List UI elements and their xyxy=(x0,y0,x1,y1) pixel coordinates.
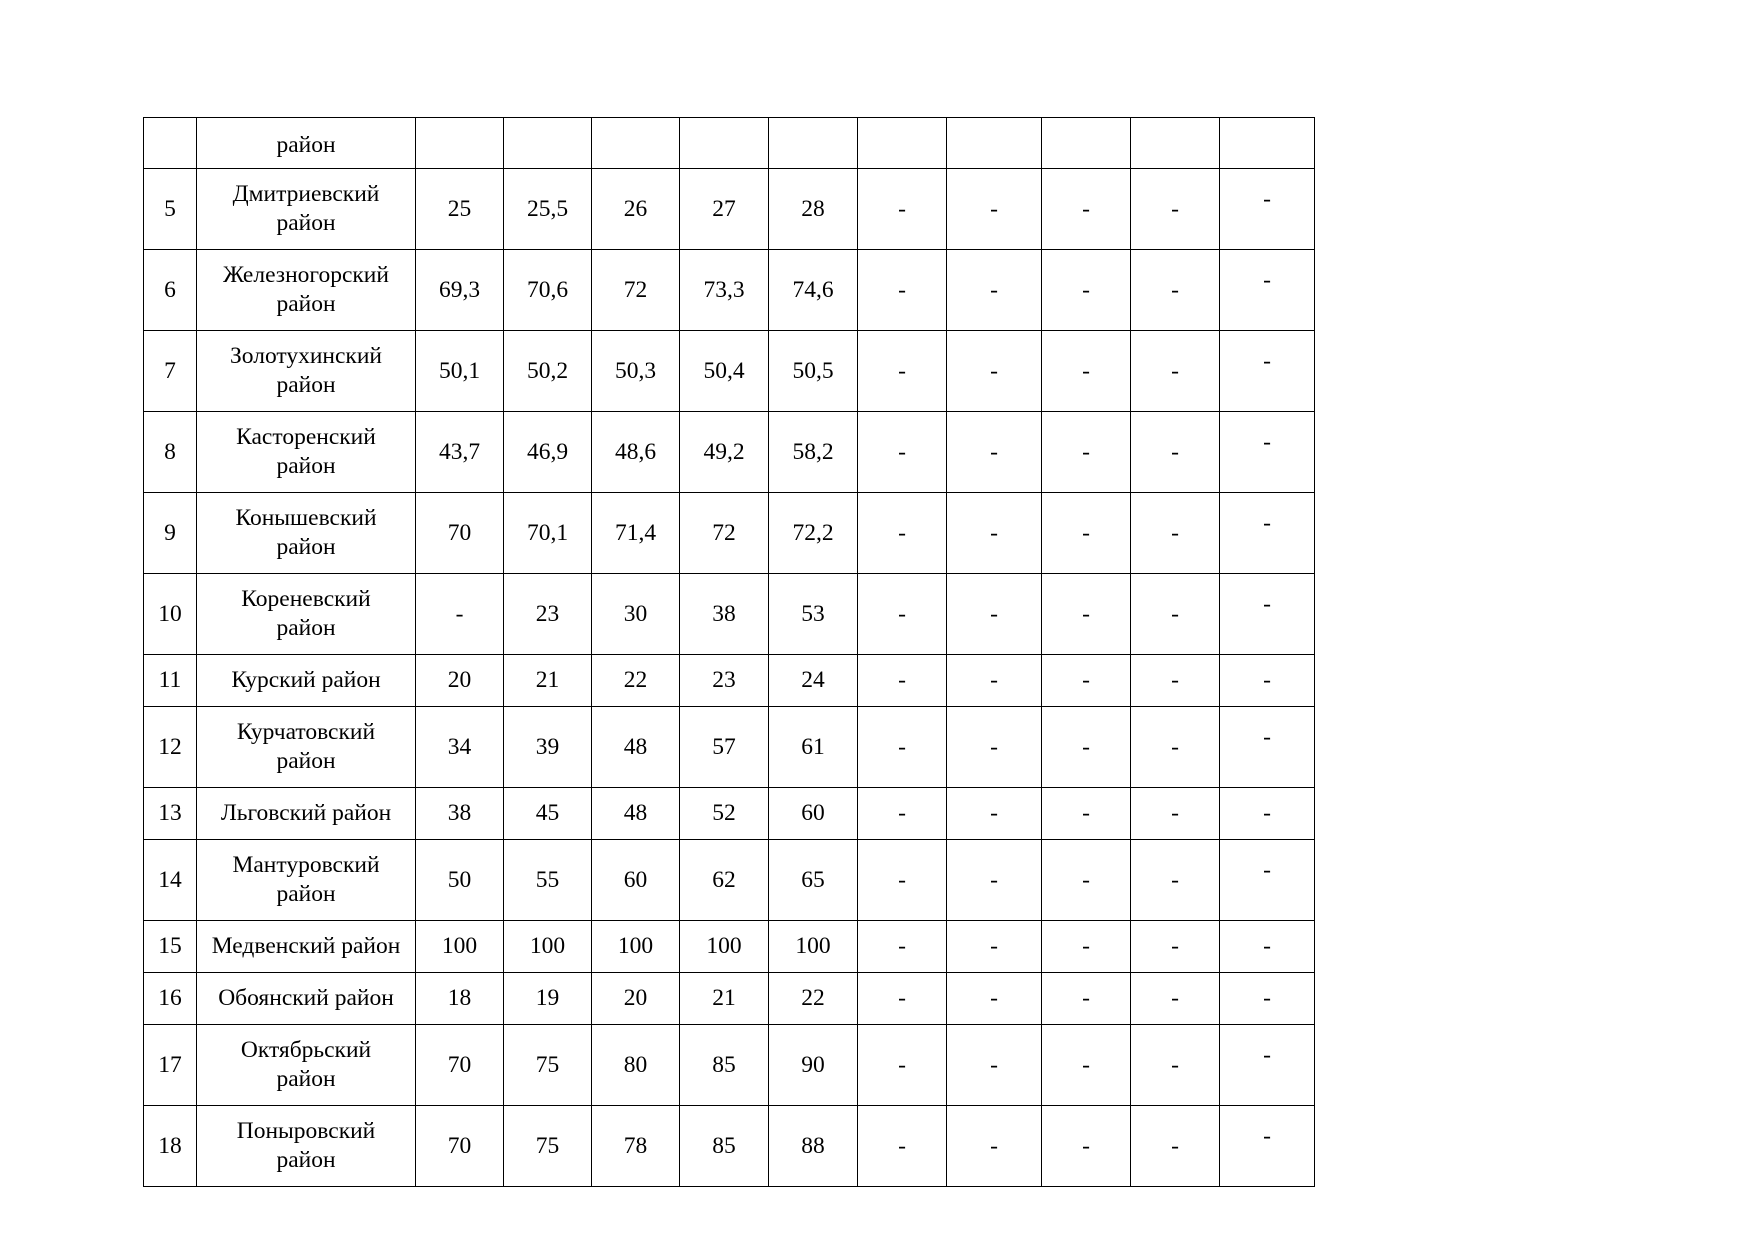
value-cell: - xyxy=(858,921,947,973)
value-cell: - xyxy=(1042,331,1131,412)
district-name-line: район xyxy=(276,1066,336,1092)
value-cell: 21 xyxy=(680,973,769,1025)
table-row xyxy=(144,707,1315,788)
table-row xyxy=(144,331,1315,412)
district-name-cell xyxy=(197,574,416,655)
value-cell: - xyxy=(1131,1025,1220,1106)
value-cell: - xyxy=(1131,493,1220,574)
value-cell: - xyxy=(1131,655,1220,707)
value-cell xyxy=(504,118,592,169)
value-cell: 57 xyxy=(680,707,769,788)
value-cell: 73,3 xyxy=(680,250,769,331)
value-cell: - xyxy=(858,840,947,921)
district-name-cell xyxy=(197,1025,416,1106)
value-cell: - xyxy=(1042,412,1131,493)
table-row xyxy=(144,118,1315,169)
value-cell: - xyxy=(1042,921,1131,973)
value-cell: - xyxy=(947,840,1042,921)
value-cell: - xyxy=(1220,921,1315,973)
value-cell: - xyxy=(1220,707,1315,788)
value-cell: - xyxy=(858,331,947,412)
value-cell: 22 xyxy=(769,973,858,1025)
value-cell xyxy=(1220,118,1315,169)
value-cell: 55 xyxy=(504,840,592,921)
district-name-line: район xyxy=(276,615,336,641)
value-cell: 38 xyxy=(416,788,504,840)
value-cell: - xyxy=(1042,250,1131,331)
value-cell: - xyxy=(1042,973,1131,1025)
value-cell: - xyxy=(858,1106,947,1187)
value-cell: - xyxy=(1042,574,1131,655)
value-cell: 50,1 xyxy=(416,331,504,412)
value-cell: 43,7 xyxy=(416,412,504,493)
value-cell: - xyxy=(947,788,1042,840)
row-number-cell: 9 xyxy=(144,493,197,574)
value-cell: - xyxy=(1042,840,1131,921)
value-cell: 25 xyxy=(416,169,504,250)
value-cell: 58,2 xyxy=(769,412,858,493)
value-cell: 70 xyxy=(416,493,504,574)
value-cell: 100 xyxy=(416,921,504,973)
district-name-line: Мантуровский xyxy=(232,852,380,878)
value-cell: - xyxy=(858,412,947,493)
district-name-cell xyxy=(197,412,416,493)
district-name-line: район xyxy=(276,210,336,236)
value-cell: - xyxy=(947,169,1042,250)
row-number-cell: 12 xyxy=(144,707,197,788)
value-cell: 100 xyxy=(592,921,680,973)
district-name-line: район xyxy=(276,372,336,398)
value-cell: - xyxy=(1220,1025,1315,1106)
value-cell: - xyxy=(1220,250,1315,331)
row-number-cell: 10 xyxy=(144,574,197,655)
value-cell: - xyxy=(1220,655,1315,707)
value-cell: - xyxy=(947,574,1042,655)
value-cell: - xyxy=(858,788,947,840)
district-name-cell xyxy=(197,250,416,331)
row-number-cell: 16 xyxy=(144,973,197,1025)
value-cell: 85 xyxy=(680,1106,769,1187)
value-cell: 50 xyxy=(416,840,504,921)
district-name-cell xyxy=(197,921,416,973)
table-row xyxy=(144,574,1315,655)
table-row xyxy=(144,655,1315,707)
value-cell: - xyxy=(1131,973,1220,1025)
value-cell: 61 xyxy=(769,707,858,788)
value-cell: 71,4 xyxy=(592,493,680,574)
value-cell xyxy=(592,118,680,169)
value-cell: 34 xyxy=(416,707,504,788)
value-cell xyxy=(769,118,858,169)
value-cell: 65 xyxy=(769,840,858,921)
value-cell xyxy=(947,118,1042,169)
value-cell: - xyxy=(858,574,947,655)
row-number-cell: 13 xyxy=(144,788,197,840)
value-cell: - xyxy=(1131,412,1220,493)
district-name-line: Октябрьский xyxy=(240,1037,372,1063)
value-cell xyxy=(1131,118,1220,169)
district-name-cell: район xyxy=(197,118,416,169)
table-row xyxy=(144,973,1315,1025)
value-cell: 39 xyxy=(504,707,592,788)
value-cell: 48 xyxy=(592,707,680,788)
value-cell xyxy=(1042,118,1131,169)
row-number-cell: 5 xyxy=(144,169,197,250)
value-cell: - xyxy=(947,1025,1042,1106)
value-cell: 23 xyxy=(504,574,592,655)
row-number-cell: 17 xyxy=(144,1025,197,1106)
value-cell: 50,4 xyxy=(680,331,769,412)
value-cell: - xyxy=(947,493,1042,574)
value-cell: - xyxy=(1220,973,1315,1025)
value-cell: 72,2 xyxy=(769,493,858,574)
district-name-line: Железногорский xyxy=(223,262,389,288)
district-name-cell xyxy=(197,707,416,788)
value-cell: 50,5 xyxy=(769,331,858,412)
table-row xyxy=(144,1106,1315,1187)
value-cell: 100 xyxy=(769,921,858,973)
table-row xyxy=(144,169,1315,250)
value-cell: - xyxy=(947,331,1042,412)
district-name-line: Поныровский xyxy=(236,1118,376,1144)
value-cell: 72 xyxy=(592,250,680,331)
district-name-line: Медвенский район xyxy=(211,933,401,959)
table-body xyxy=(144,118,1315,1187)
district-name-line: район xyxy=(276,1147,336,1173)
table-row xyxy=(144,840,1315,921)
value-cell: - xyxy=(1042,707,1131,788)
district-name-line: Касторенский xyxy=(236,424,376,450)
value-cell: 70,1 xyxy=(504,493,592,574)
row-number-cell xyxy=(144,118,197,169)
value-cell: - xyxy=(947,1106,1042,1187)
row-number-cell: 14 xyxy=(144,840,197,921)
value-cell: - xyxy=(947,707,1042,788)
value-cell: 49,2 xyxy=(680,412,769,493)
value-cell: 20 xyxy=(592,973,680,1025)
value-cell: - xyxy=(1131,250,1220,331)
value-cell: 18 xyxy=(416,973,504,1025)
value-cell: - xyxy=(1131,707,1220,788)
value-cell: - xyxy=(858,655,947,707)
value-cell: 75 xyxy=(504,1106,592,1187)
value-cell: - xyxy=(1131,331,1220,412)
district-name-line: Обоянский район xyxy=(218,985,394,1011)
value-cell: - xyxy=(1042,655,1131,707)
value-cell: 50,3 xyxy=(592,331,680,412)
value-cell: 70,6 xyxy=(504,250,592,331)
value-cell: - xyxy=(1220,493,1315,574)
value-cell: - xyxy=(1131,169,1220,250)
row-number-cell: 18 xyxy=(144,1106,197,1187)
district-name-line: Курский район xyxy=(231,667,381,693)
value-cell xyxy=(680,118,769,169)
district-name-line: Конышевский xyxy=(235,505,377,531)
table-row xyxy=(144,1025,1315,1106)
value-cell: - xyxy=(1220,574,1315,655)
district-name-line: район xyxy=(276,453,336,479)
value-cell: - xyxy=(1220,331,1315,412)
district-name-cell xyxy=(197,169,416,250)
value-cell: 88 xyxy=(769,1106,858,1187)
value-cell: 20 xyxy=(416,655,504,707)
table-row xyxy=(144,788,1315,840)
value-cell: 78 xyxy=(592,1106,680,1187)
value-cell: - xyxy=(1220,412,1315,493)
value-cell: 50,2 xyxy=(504,331,592,412)
value-cell: 75 xyxy=(504,1025,592,1106)
value-cell: 27 xyxy=(680,169,769,250)
value-cell: 70 xyxy=(416,1106,504,1187)
value-cell: - xyxy=(947,655,1042,707)
value-cell: 26 xyxy=(592,169,680,250)
table-row xyxy=(144,493,1315,574)
value-cell: 28 xyxy=(769,169,858,250)
row-number-cell: 15 xyxy=(144,921,197,973)
value-cell: - xyxy=(858,493,947,574)
value-cell: - xyxy=(1131,840,1220,921)
district-name-cell xyxy=(197,655,416,707)
district-name-line: район xyxy=(276,291,336,317)
district-name-cell xyxy=(197,493,416,574)
district-name-line: Дмитриевский xyxy=(232,181,380,207)
district-name-line: Кореневский xyxy=(241,586,371,612)
value-cell: - xyxy=(1220,169,1315,250)
value-cell: - xyxy=(1131,574,1220,655)
value-cell: 90 xyxy=(769,1025,858,1106)
value-cell: - xyxy=(1220,1106,1315,1187)
value-cell: 85 xyxy=(680,1025,769,1106)
row-number-cell: 7 xyxy=(144,331,197,412)
district-name-cell xyxy=(197,1106,416,1187)
value-cell: 100 xyxy=(680,921,769,973)
value-cell: - xyxy=(1042,1025,1131,1106)
table-row xyxy=(144,412,1315,493)
value-cell: 48,6 xyxy=(592,412,680,493)
value-cell: 60 xyxy=(592,840,680,921)
value-cell: 69,3 xyxy=(416,250,504,331)
value-cell: 21 xyxy=(504,655,592,707)
value-cell: - xyxy=(1220,788,1315,840)
row-number-cell: 6 xyxy=(144,250,197,331)
district-name-line: Льговский район xyxy=(220,800,392,826)
value-cell: - xyxy=(1131,1106,1220,1187)
value-cell: - xyxy=(947,412,1042,493)
value-cell: 80 xyxy=(592,1025,680,1106)
value-cell: 53 xyxy=(769,574,858,655)
value-cell: 30 xyxy=(592,574,680,655)
value-cell: - xyxy=(1042,493,1131,574)
district-name-cell xyxy=(197,788,416,840)
row-number-cell: 8 xyxy=(144,412,197,493)
value-cell: 25,5 xyxy=(504,169,592,250)
value-cell: - xyxy=(1042,788,1131,840)
value-cell: 74,6 xyxy=(769,250,858,331)
value-cell: 38 xyxy=(680,574,769,655)
value-cell: 72 xyxy=(680,493,769,574)
value-cell: - xyxy=(947,973,1042,1025)
value-cell: - xyxy=(947,921,1042,973)
value-cell: - xyxy=(858,973,947,1025)
value-cell: - xyxy=(858,707,947,788)
district-name-line: Курчатовский xyxy=(236,719,376,745)
value-cell: - xyxy=(1042,169,1131,250)
value-cell: - xyxy=(947,250,1042,331)
table-row xyxy=(144,921,1315,973)
district-name-line: район xyxy=(276,748,336,774)
district-name-cell xyxy=(197,840,416,921)
value-cell: - xyxy=(1131,788,1220,840)
value-cell: 100 xyxy=(504,921,592,973)
value-cell: 52 xyxy=(680,788,769,840)
table-row xyxy=(144,250,1315,331)
value-cell: 23 xyxy=(680,655,769,707)
district-name-line: район xyxy=(276,534,336,560)
value-cell: - xyxy=(1042,1106,1131,1187)
value-cell: 62 xyxy=(680,840,769,921)
district-name-line: район xyxy=(276,881,336,907)
row-number-cell: 11 xyxy=(144,655,197,707)
value-cell: - xyxy=(1220,840,1315,921)
value-cell: - xyxy=(416,574,504,655)
value-cell: - xyxy=(858,250,947,331)
value-cell: 24 xyxy=(769,655,858,707)
district-name-cell xyxy=(197,331,416,412)
value-cell xyxy=(858,118,947,169)
value-cell: 22 xyxy=(592,655,680,707)
value-cell: 19 xyxy=(504,973,592,1025)
district-name-line: Золотухинский xyxy=(230,343,382,369)
value-cell: - xyxy=(1131,921,1220,973)
value-cell: 70 xyxy=(416,1025,504,1106)
value-cell: - xyxy=(858,169,947,250)
value-cell: 48 xyxy=(592,788,680,840)
value-cell: - xyxy=(858,1025,947,1106)
district-data-table xyxy=(143,117,1315,1187)
value-cell: 46,9 xyxy=(504,412,592,493)
value-cell: 45 xyxy=(504,788,592,840)
value-cell: 60 xyxy=(769,788,858,840)
value-cell xyxy=(416,118,504,169)
district-name-cell xyxy=(197,973,416,1025)
